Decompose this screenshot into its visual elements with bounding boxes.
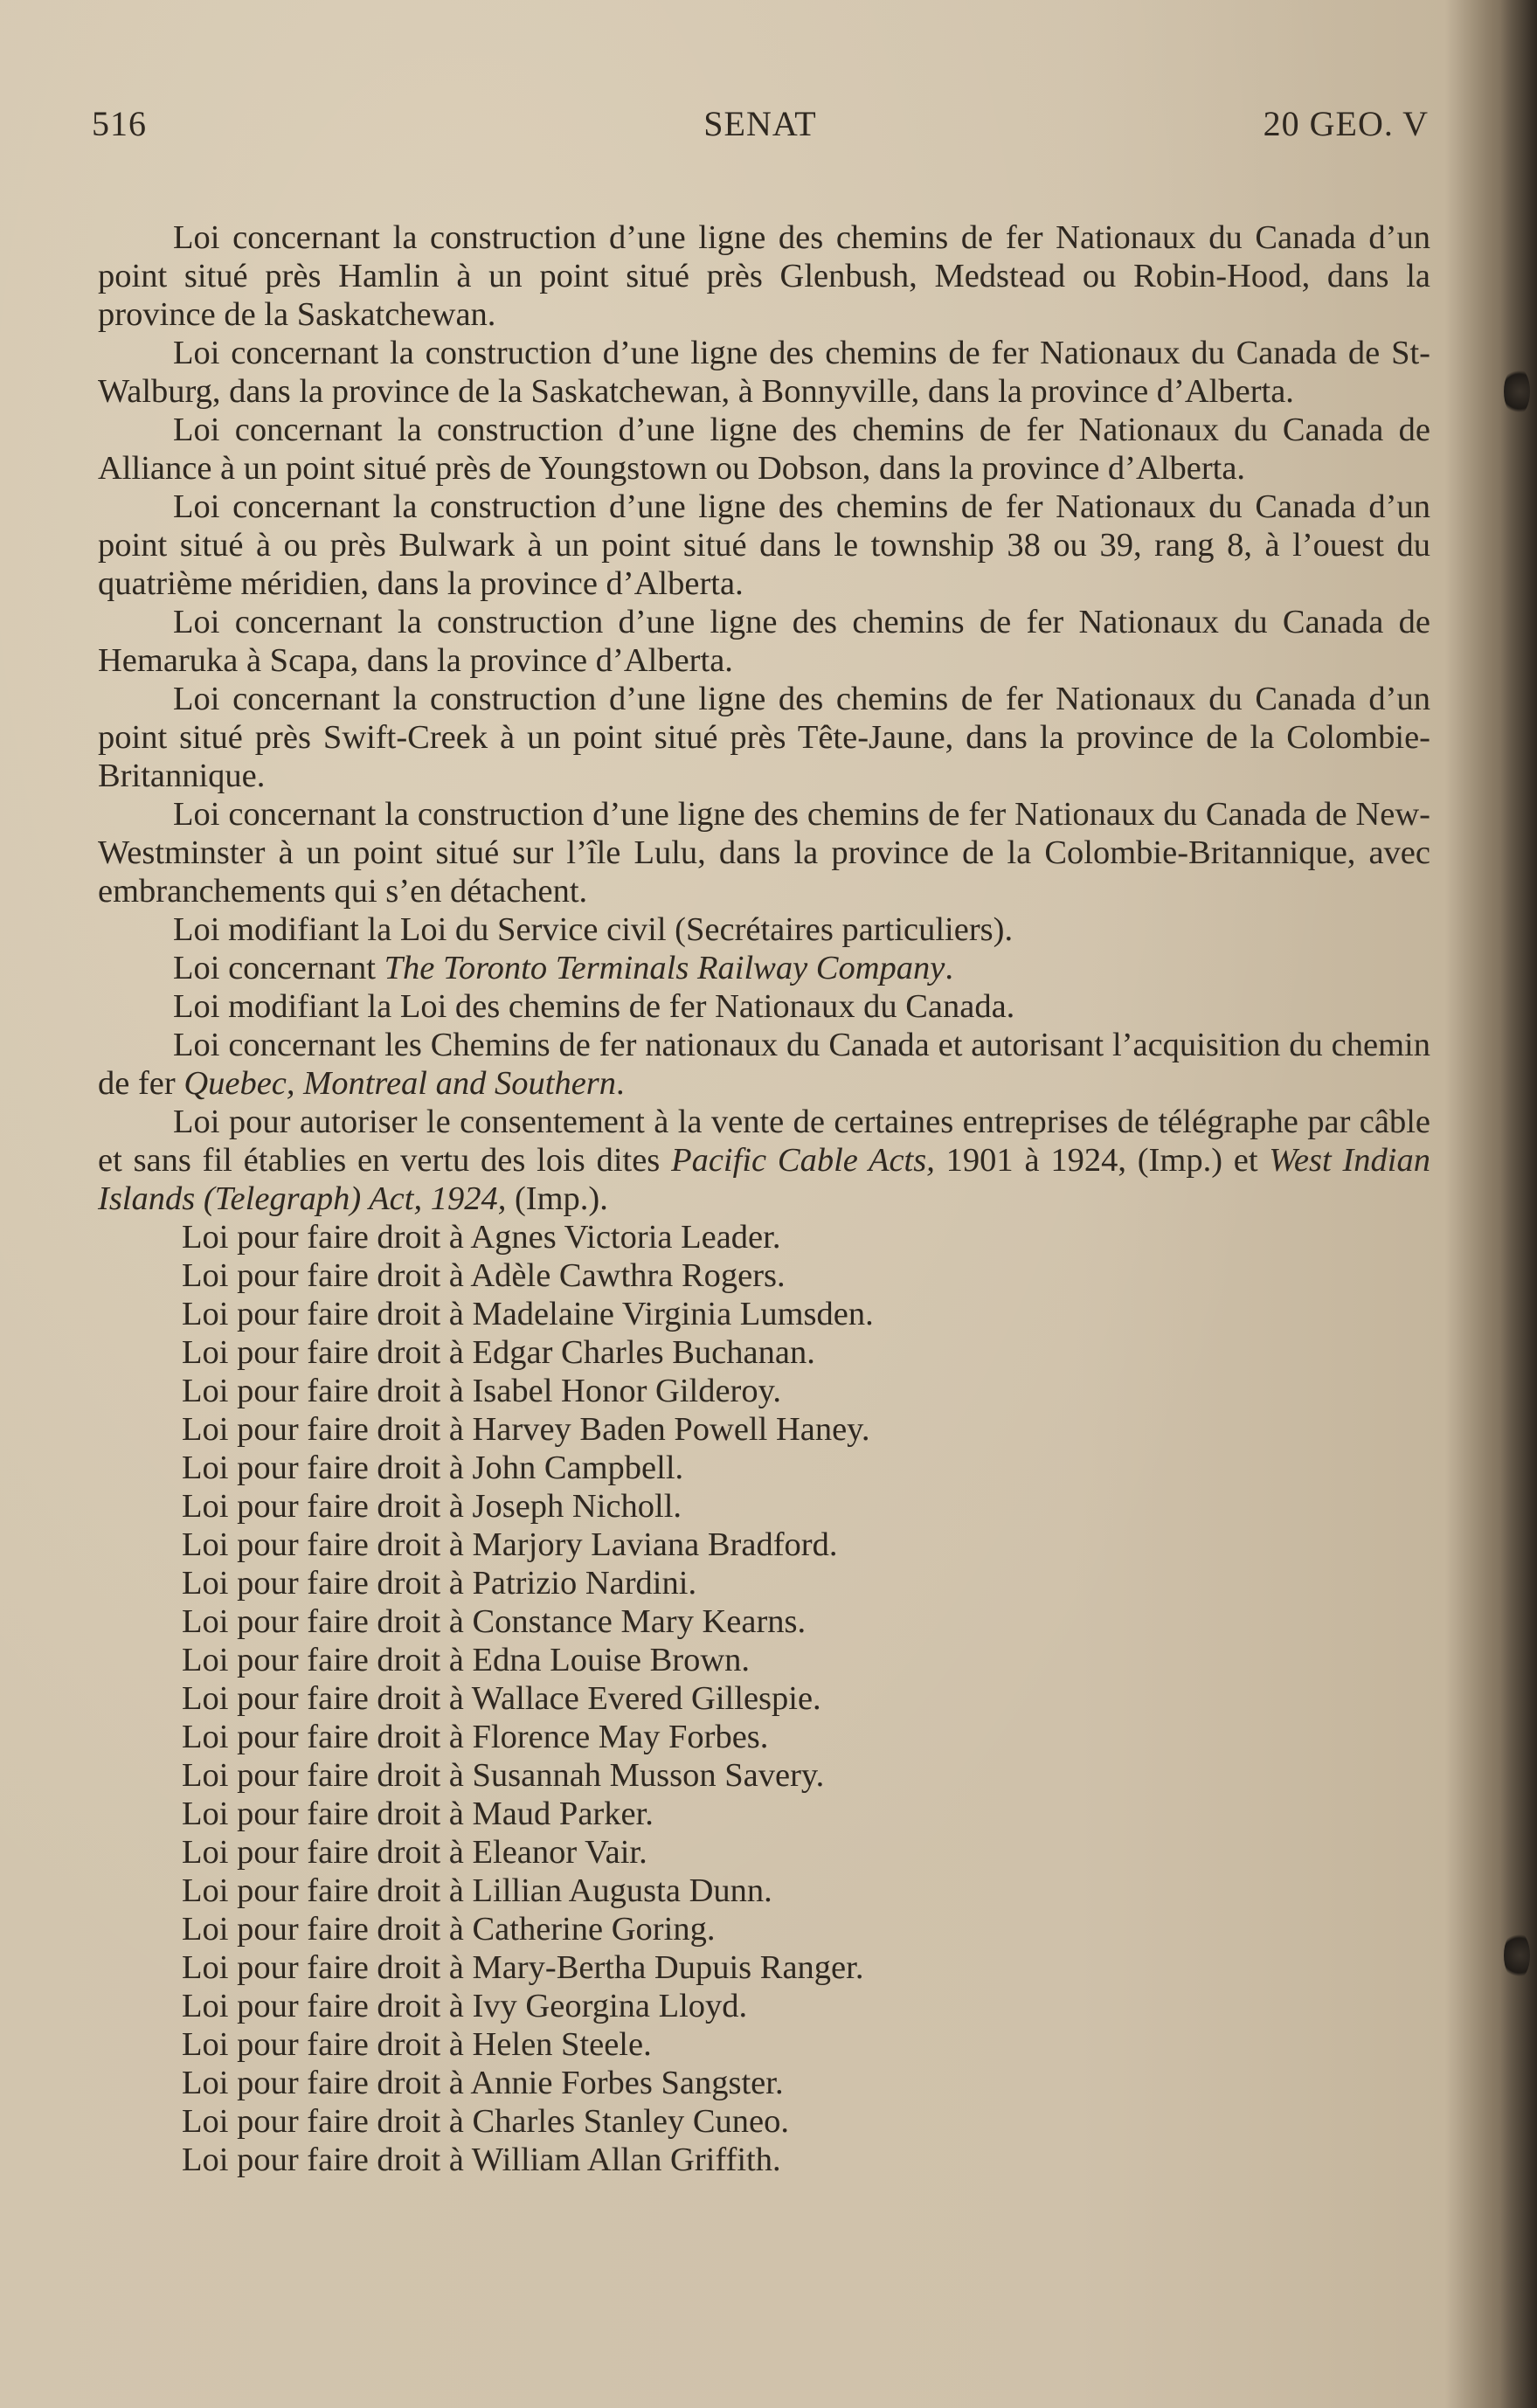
private-bill-item: Loi pour faire droit à Edna Louise Brown. bbox=[182, 1642, 751, 1678]
page-title: SENAT bbox=[703, 104, 817, 143]
bill-paragraph: Loi concernant la construction d’une ligne des chemins de fer Nationaux du Canada de St-Walburg, dans la province de la Saskatchewan, à Bonnyville, dans la province d’Alberta. bbox=[98, 335, 1430, 410]
private-bill-item: Loi pour faire droit à Constance Mary Kearns. bbox=[182, 1603, 807, 1640]
private-bill-item: Loi pour faire droit à Catherine Goring. bbox=[182, 1911, 716, 1948]
session-reference: 20 GEO. V bbox=[1263, 104, 1429, 143]
private-bill-item: Loi pour faire droit à Eleanor Vair. bbox=[182, 1834, 647, 1871]
page-edge-shadow bbox=[1500, 0, 1537, 2408]
bill-paragraph: Loi concernant la construction d’une ligne des chemins de fer Nationaux du Canada de New-Westminster à un point situé sur l’île Lulu, dans la province de la Colombie-Britannique, avec embranchements qui s’en détachent. bbox=[98, 796, 1430, 910]
private-bill-item: Loi pour faire droit à Florence May Forbes. bbox=[182, 1719, 769, 1755]
private-bill-item: Loi pour faire droit à Harvey Baden Powell Haney. bbox=[182, 1411, 870, 1448]
running-head bbox=[92, 103, 1429, 147]
private-bill-item: Loi pour faire droit à Maud Parker. bbox=[182, 1796, 654, 1832]
private-bill-item: Loi pour faire droit à Joseph Nicholl. bbox=[182, 1488, 682, 1525]
private-bill-item: Loi pour faire droit à Marjory Laviana Bradford. bbox=[182, 1526, 838, 1563]
private-bill-item: Loi pour faire droit à Wallace Evered Gillespie. bbox=[182, 1680, 821, 1717]
private-bill-item: Loi pour faire droit à Isabel Honor Gilderoy. bbox=[182, 1373, 782, 1409]
private-bill-item: Loi pour faire droit à Helen Steele. bbox=[182, 2026, 652, 2063]
private-bill-item: Loi pour faire droit à Charles Stanley Cuneo. bbox=[182, 2103, 789, 2140]
private-bill-item: Loi pour faire droit à Adèle Cawthra Rogers. bbox=[182, 1257, 786, 1294]
binding-hole-bottom bbox=[1504, 1931, 1530, 1980]
bill-paragraph: Loi concernant les Chemins de fer nationaux du Canada et autorisant l’acquisition du chemin de fer Quebec, Montreal and Southern. bbox=[98, 1027, 1430, 1102]
bill-paragraph: Loi concernant la construction d’une ligne des chemins de fer Nationaux du Canada d’un point situé à ou près Bulwark à un point situé dans le township 38 ou 39, rang 8, à l’ouest du quatrième méridien, dans la province d’Alberta. bbox=[98, 488, 1430, 602]
bill-paragraph: Loi concernant la construction d’une ligne des chemins de fer Nationaux du Canada de Hemaruka à Scapa, dans la province d’Alberta. bbox=[98, 604, 1430, 679]
binding-hole-top bbox=[1504, 367, 1530, 416]
private-bill-item: Loi pour faire droit à Madelaine Virginia Lumsden. bbox=[182, 1296, 874, 1332]
bill-paragraph: Loi concernant la construction d’une ligne des chemins de fer Nationaux du Canada d’un point situé près Swift-Creek à un point situé près Tête-Jaune, dans la province de la Colombie-Britannique. bbox=[98, 681, 1430, 794]
private-bill-item: Loi pour faire droit à William Allan Griffith. bbox=[182, 2142, 781, 2178]
private-bill-item: Loi pour faire droit à Lillian Augusta Dunn. bbox=[182, 1872, 772, 1909]
private-bill-item: Loi pour faire droit à John Campbell. bbox=[182, 1450, 684, 1486]
private-bill-item: Loi pour faire droit à Edgar Charles Buchanan. bbox=[182, 1334, 815, 1371]
private-bill-item: Loi pour faire droit à Annie Forbes Sangster. bbox=[182, 2065, 784, 2101]
private-bill-item: Loi pour faire droit à Mary-Bertha Dupuis Ranger. bbox=[182, 1949, 864, 1986]
bill-paragraph: Loi concernant The Toronto Terminals Railway Company. bbox=[173, 950, 953, 986]
private-bill-item: Loi pour faire droit à Susannah Musson Savery. bbox=[182, 1757, 825, 1794]
bill-paragraph: Loi pour autoriser le consentement à la vente de certaines entreprises de télégraphe par câble et sans fil établies en vertu des lois dites Pacific Cable Acts, 1901 à 1924, (Imp.) et West Indian Islands (Telegraph) Act, 1924, (Imp.). bbox=[98, 1104, 1430, 1217]
private-bill-item: Loi pour faire droit à Patrizio Nardini. bbox=[182, 1565, 697, 1602]
private-bill-item: Loi pour faire droit à Ivy Georgina Lloyd. bbox=[182, 1988, 748, 2024]
private-bill-item: Loi pour faire droit à Agnes Victoria Leader. bbox=[182, 1219, 781, 1256]
bill-paragraph: Loi modifiant la Loi du Service civil (Secrétaires particuliers). bbox=[173, 911, 1014, 948]
bill-paragraph: Loi concernant la construction d’une ligne des chemins de fer Nationaux du Canada d’un point situé près Hamlin à un point situé près Glenbush, Medstead ou Robin-Hood, dans la province de la Saskatchewan. bbox=[98, 219, 1430, 333]
page-number: 516 bbox=[92, 104, 147, 143]
bill-list bbox=[98, 218, 1430, 2179]
bill-paragraph: Loi modifiant la Loi des chemins de fer Nationaux du Canada. bbox=[173, 988, 1015, 1025]
bill-paragraph: Loi concernant la construction d’une ligne des chemins de fer Nationaux du Canada de Alliance à un point situé près de Youngstown ou Dobson, dans la province d’Alberta. bbox=[98, 412, 1430, 487]
